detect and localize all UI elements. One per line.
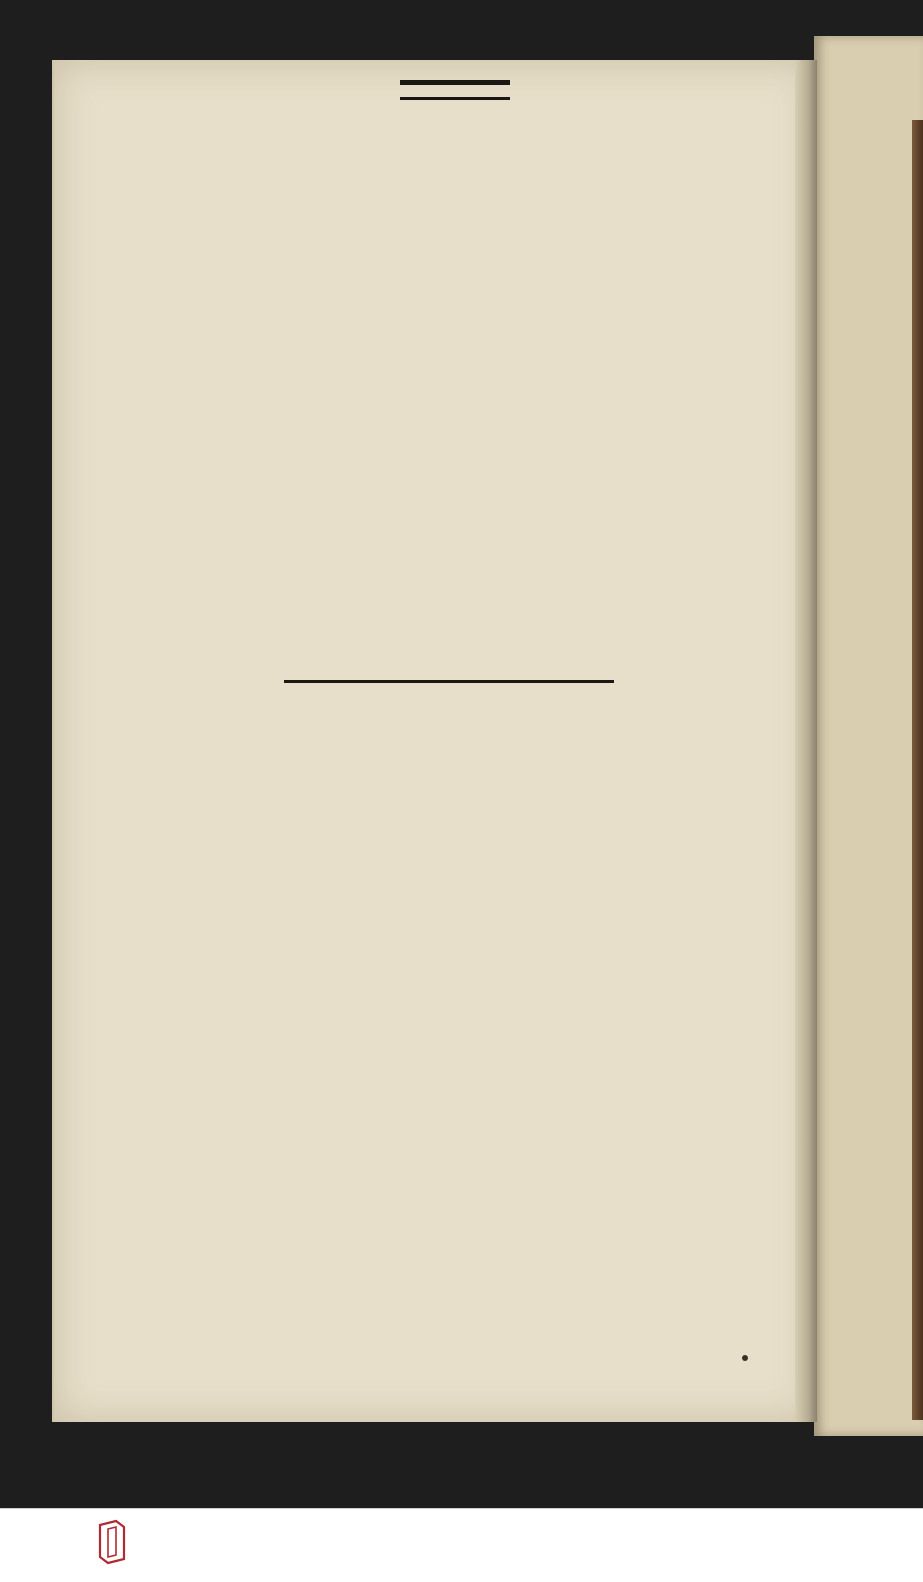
book-page — [52, 60, 814, 1422]
facing-page — [814, 36, 923, 1436]
section-divider — [284, 680, 614, 683]
library-logo-icon — [96, 1519, 128, 1565]
paper-speck — [742, 1355, 748, 1361]
viewer-footer — [0, 1508, 923, 1582]
book-edge — [912, 120, 923, 1420]
header-rule — [400, 80, 510, 100]
page-gutter — [795, 60, 817, 1422]
